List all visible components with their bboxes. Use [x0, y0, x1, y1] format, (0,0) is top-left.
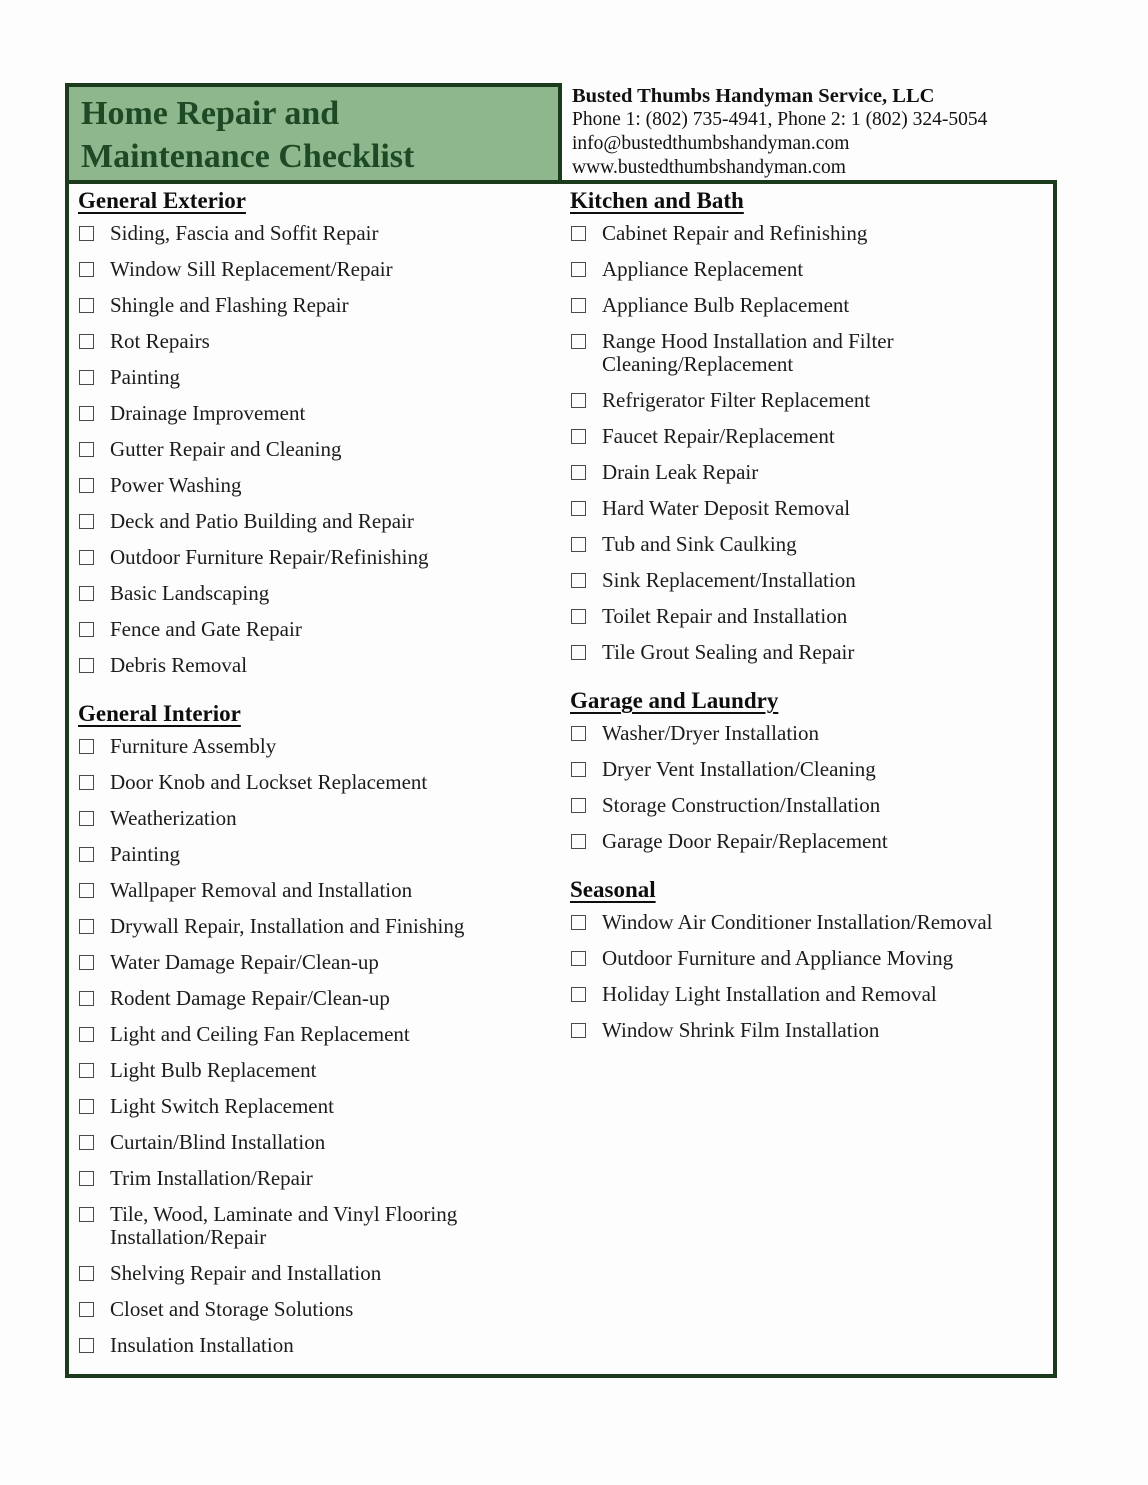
checkbox-unchecked-icon[interactable]	[79, 847, 94, 862]
checkbox-unchecked-icon[interactable]	[79, 1027, 94, 1042]
checklist-item-label: Drainage Improvement	[110, 401, 306, 425]
title-box	[65, 83, 562, 184]
checkbox-unchecked-icon[interactable]	[79, 586, 94, 601]
checkbox-unchecked-icon[interactable]	[79, 478, 94, 493]
checklist-item	[570, 1019, 1047, 1042]
checklist-item-label: Tile Grout Sealing and Repair	[602, 640, 855, 664]
checklist-item	[570, 605, 1047, 628]
checkbox-unchecked-icon[interactable]	[571, 465, 586, 480]
checkbox-unchecked-icon[interactable]	[79, 622, 94, 637]
checkbox-unchecked-icon[interactable]	[79, 1171, 94, 1186]
checklist-section	[570, 188, 1047, 664]
checkbox-unchecked-icon[interactable]	[79, 406, 94, 421]
checkbox-unchecked-icon[interactable]	[79, 658, 94, 673]
checklist-section	[78, 701, 561, 1357]
checklist-item-label: Light and Ceiling Fan Replacement	[110, 1022, 410, 1046]
checklist-item	[570, 569, 1047, 592]
checkbox-unchecked-icon[interactable]	[79, 262, 94, 277]
section-heading: General Interior	[78, 701, 241, 726]
company-info	[572, 84, 987, 180]
checklist-item-label: Trim Installation/Repair	[110, 1166, 313, 1190]
page-title-line1: Home Repair and	[81, 95, 340, 132]
checklist-item-label: Light Bulb Replacement	[110, 1058, 317, 1082]
checkbox-unchecked-icon[interactable]	[571, 726, 586, 741]
checklist-item-label: Gutter Repair and Cleaning	[110, 437, 342, 461]
checkbox-unchecked-icon[interactable]	[79, 955, 94, 970]
checklist-item-label: Window Shrink Film Installation	[602, 1018, 880, 1042]
checklist-item	[570, 911, 1047, 934]
checklist-item	[570, 533, 1047, 556]
checklist-item-label: Basic Landscaping	[110, 581, 270, 605]
checklist-item	[570, 830, 1047, 853]
checklist-item	[78, 1095, 561, 1118]
checklist-item	[570, 330, 1047, 376]
checkbox-unchecked-icon[interactable]	[571, 762, 586, 777]
checkbox-unchecked-icon[interactable]	[571, 429, 586, 444]
checklist-item	[78, 771, 561, 794]
checklist-item-label: Rodent Damage Repair/Clean-up	[110, 986, 390, 1010]
section-heading: General Exterior	[78, 188, 246, 213]
checkbox-unchecked-icon[interactable]	[79, 991, 94, 1006]
checklist-item-label: Debris Removal	[110, 653, 248, 677]
checkbox-unchecked-icon[interactable]	[79, 919, 94, 934]
checklist-item	[78, 474, 561, 497]
checklist-item	[78, 294, 561, 317]
checklist-item	[78, 1059, 561, 1082]
checkbox-unchecked-icon[interactable]	[571, 951, 586, 966]
checklist-item	[78, 438, 561, 461]
section-heading: Seasonal	[570, 877, 656, 902]
checklist-item	[570, 947, 1047, 970]
checklist-item	[78, 807, 561, 830]
checklist-item-label: Deck and Patio Building and Repair	[110, 509, 414, 533]
checklist-item	[78, 546, 561, 569]
checklist-item-label: Curtain/Blind Installation	[110, 1130, 326, 1154]
company-phone: Phone 1: (802) 735-4941, Phone 2: 1 (802) 324-5054	[572, 109, 988, 130]
checklist-item	[78, 402, 561, 425]
checklist-item	[78, 258, 561, 281]
checkbox-unchecked-icon[interactable]	[79, 811, 94, 826]
checklist-item	[78, 915, 561, 938]
checklist-item	[570, 794, 1047, 817]
checklist-item-label: Water Damage Repair/Clean-up	[110, 950, 379, 974]
checklist-item-label: Appliance Replacement	[602, 257, 804, 281]
section-heading: Garage and Laundry	[570, 688, 779, 713]
checkbox-unchecked-icon[interactable]	[571, 226, 586, 241]
checkbox-unchecked-icon[interactable]	[79, 226, 94, 241]
checklist-item-label: Siding, Fascia and Soffit Repair	[110, 221, 379, 245]
checklist-item	[570, 497, 1047, 520]
checklist-item-label: Painting	[110, 842, 181, 866]
checkbox-unchecked-icon[interactable]	[79, 739, 94, 754]
checklist-item-label: Painting	[110, 365, 181, 389]
company-email: info@bustedthumbshandyman.com	[572, 133, 850, 154]
checklist-item	[570, 425, 1047, 448]
checklist-item-label: Cabinet Repair and Refinishing	[602, 221, 868, 245]
checklist-item	[570, 983, 1047, 1006]
checklist-item-label: Window Air Conditioner Installation/Removal	[602, 910, 993, 934]
checklist-item-label: Faucet Repair/Replacement	[602, 424, 835, 448]
checklist-section	[570, 877, 1047, 1042]
checklist-item-label: Drain Leak Repair	[602, 460, 759, 484]
checklist-item	[78, 951, 561, 974]
checkbox-unchecked-icon[interactable]	[79, 550, 94, 565]
checkbox-unchecked-icon[interactable]	[79, 883, 94, 898]
page-title-line2: Maintenance Checklist	[81, 138, 415, 175]
checklist-item-label: Shelving Repair and Installation	[110, 1261, 382, 1285]
checklist-item	[570, 641, 1047, 664]
checklist-item-label: Weatherization	[110, 806, 237, 830]
checklist-item-label: Wallpaper Removal and Installation	[110, 878, 413, 902]
checklist-item-label: Garage Door Repair/Replacement	[602, 829, 888, 853]
checklist-item-label: Outdoor Furniture and Appliance Moving	[602, 946, 954, 970]
checklist-item	[78, 1131, 561, 1154]
checklist-item	[78, 1023, 561, 1046]
checklist-item	[78, 1167, 561, 1190]
checklist-item	[570, 222, 1047, 245]
checkbox-unchecked-icon[interactable]	[79, 1135, 94, 1150]
checkbox-unchecked-icon[interactable]	[79, 1266, 94, 1281]
checkbox-unchecked-icon[interactable]	[571, 298, 586, 313]
checklist-item	[78, 222, 561, 245]
checklist-item	[78, 1203, 561, 1249]
checklist-item-label: Closet and Storage Solutions	[110, 1297, 354, 1321]
checklist-item	[78, 987, 561, 1010]
checkbox-unchecked-icon[interactable]	[79, 1099, 94, 1114]
checklist-item	[78, 735, 561, 758]
company-website: www.bustedthumbshandyman.com	[572, 157, 846, 178]
checkbox-unchecked-icon[interactable]	[571, 393, 586, 408]
company-name: Busted Thumbs Handyman Service, LLC	[572, 85, 935, 107]
checkbox-unchecked-icon[interactable]	[571, 645, 586, 660]
checkbox-unchecked-icon[interactable]	[571, 501, 586, 516]
checklist-item	[570, 294, 1047, 317]
checklist-item-label: Tub and Sink Caulking	[602, 532, 797, 556]
checklist-item-label: Rot Repairs	[110, 329, 210, 353]
checklist-section	[570, 688, 1047, 853]
checklist-section	[78, 188, 561, 677]
checklist-item	[78, 330, 561, 353]
checklist-box	[65, 180, 1057, 1378]
checklist-item	[78, 366, 561, 389]
checklist-item-label: Window Sill Replacement/Repair	[110, 257, 393, 281]
checklist-item-label: Toilet Repair and Installation	[602, 604, 848, 628]
checkbox-unchecked-icon[interactable]	[571, 262, 586, 277]
checklist-item-label: Washer/Dryer Installation	[602, 721, 819, 745]
checkbox-unchecked-icon[interactable]	[571, 915, 586, 930]
checkbox-unchecked-icon[interactable]	[79, 775, 94, 790]
checklist-item	[570, 758, 1047, 781]
checklist-item	[78, 618, 561, 641]
checkbox-unchecked-icon[interactable]	[79, 442, 94, 457]
checklist-item-label: Storage Construction/Installation	[602, 793, 881, 817]
checklist-item	[78, 1298, 561, 1321]
checkbox-unchecked-icon[interactable]	[571, 609, 586, 624]
checkbox-unchecked-icon[interactable]	[79, 334, 94, 349]
checkbox-unchecked-icon[interactable]	[79, 1063, 94, 1078]
checklist-item-label: Drywall Repair, Installation and Finishing	[110, 914, 465, 938]
checkbox-unchecked-icon[interactable]	[571, 834, 586, 849]
checklist-item-label: Furniture Assembly	[110, 734, 277, 758]
checklist-item-label: Outdoor Furniture Repair/Refinishing	[110, 545, 429, 569]
checkbox-unchecked-icon[interactable]	[571, 334, 586, 349]
checklist-item	[78, 843, 561, 866]
checkbox-unchecked-icon[interactable]	[79, 298, 94, 313]
checklist-item	[78, 1334, 561, 1357]
checklist-item-label: Hard Water Deposit Removal	[602, 496, 851, 520]
checkbox-unchecked-icon[interactable]	[571, 1023, 586, 1038]
checkbox-unchecked-icon[interactable]	[571, 987, 586, 1002]
section-heading: Kitchen and Bath	[570, 188, 744, 213]
checklist-item-label: Appliance Bulb Replacement	[602, 293, 850, 317]
checkbox-unchecked-icon[interactable]	[571, 537, 586, 552]
checklist-item-label: Door Knob and Lockset Replacement	[110, 770, 428, 794]
checklist-item-label: Power Washing	[110, 473, 242, 497]
checklist-item-label: Light Switch Replacement	[110, 1094, 334, 1118]
checklist-item-label: Dryer Vent Installation/Cleaning	[602, 757, 876, 781]
checklist-item	[78, 510, 561, 533]
checklist-item	[570, 461, 1047, 484]
checklist-item-label: Sink Replacement/Installation	[602, 568, 856, 592]
checkbox-unchecked-icon[interactable]	[79, 1302, 94, 1317]
checklist-item-label: Shingle and Flashing Repair	[110, 293, 349, 317]
checklist-item-label: Insulation Installation	[110, 1333, 294, 1357]
checklist-item	[78, 879, 561, 902]
checklist-item-label: Range Hood Installation and Filter Cleaning/Replacement	[602, 329, 894, 376]
checklist-item	[78, 1262, 561, 1285]
checklist-column-right	[561, 188, 1053, 1055]
checklist-item-label: Tile, Wood, Laminate and Vinyl Flooring Installation/Repair	[110, 1202, 458, 1249]
checkbox-unchecked-icon[interactable]	[79, 370, 94, 385]
checkbox-unchecked-icon[interactable]	[79, 514, 94, 529]
checklist-item	[78, 654, 561, 677]
checklist-item	[570, 722, 1047, 745]
checkbox-unchecked-icon[interactable]	[79, 1338, 94, 1353]
checklist-item-label: Refrigerator Filter Replacement	[602, 388, 871, 412]
checkbox-unchecked-icon[interactable]	[571, 798, 586, 813]
checkbox-unchecked-icon[interactable]	[79, 1207, 94, 1222]
checklist-item-label: Fence and Gate Repair	[110, 617, 302, 641]
checklist-item	[570, 389, 1047, 412]
checkbox-unchecked-icon[interactable]	[571, 573, 586, 588]
checklist-item	[570, 258, 1047, 281]
checklist-item	[78, 582, 561, 605]
checklist-item-label: Holiday Light Installation and Removal	[602, 982, 937, 1006]
checklist-column-left	[69, 188, 561, 1370]
